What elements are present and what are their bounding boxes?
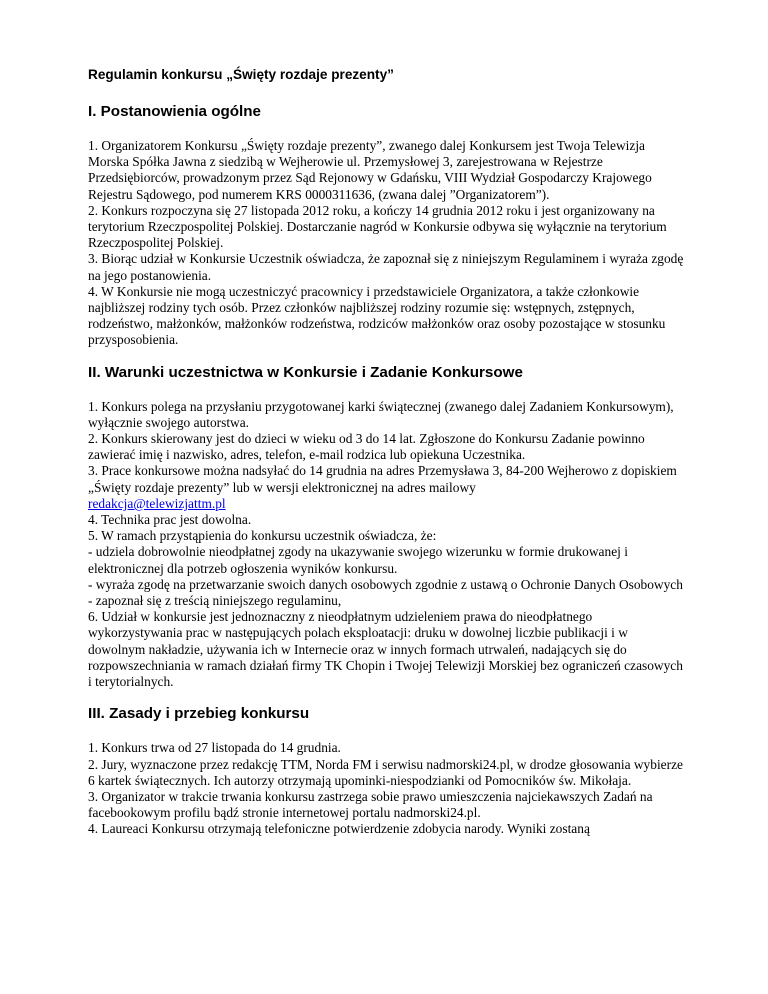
paragraph: 4. Laureaci Konkursu otrzymają telefoniczne potwierdzenie zdobycia narody. Wyniki zostaną <box>88 821 590 837</box>
paragraph: 3. Organizator w trakcie trwania konkursu zastrzega sobie prawo umieszczenia najciekawszych Zadań na facebookowym profilu bądź stronie internetowej portalu nadmorski24.pl. <box>88 788 653 821</box>
email-link[interactable]: redakcja@telewizjattm.pl <box>88 495 226 511</box>
paragraph: 4. Technika prac jest dowolna. <box>88 512 252 528</box>
email-link-line <box>88 496 688 512</box>
section-general-provisions <box>88 102 688 349</box>
section-heading: II. Warunki uczestnictwa w Konkursie i Zadanie Konkursowe <box>88 363 523 381</box>
paragraph: 4. W Konkursie nie mogą uczestniczyć pracownicy i przedstawiciele Organizatora, a także członkowie najbliższej rodziny tych osób. Przez członków najbliższej rodziny rozumie się: wstępnych, zstępnych, rodzeństwo, małżonków, małżonków rodzeństwa, rodziców małżonków oraz osoby pozostające w stosunku przysposobienia. <box>88 283 666 348</box>
paragraph: 2. Jury, wyznaczone przez redakcję TTM, Norda FM i serwisu nadmorski24.pl, w drodze głosowania wybierze 6 kartek świątecznych. Ich autorzy otrzymają upominki-niespodzianki od Pomocników św. Mikołaja. <box>88 756 683 788</box>
paragraph: 6. Udział w konkursie jest jednoznaczny z nieodpłatnym udzieleniem prawa do nieodpłatnego wykorzystywania prac w następujących polach eksploatacji: druku w dowolnej liczbie publikacji i w dowolnym nakładzie, używania ich w Internecie oraz w innych formach utrwaleń, nadających się do rozpowszechniania w ramach działań firmy TK Chopin i Twojej Telewizji Morskiej bez ograniczeń czasowych i terytorialnych. <box>88 609 683 690</box>
paragraph: 1. Konkurs trwa od 27 listopada do 14 grudnia. <box>88 740 341 756</box>
paragraph: 3. Biorąc udział w Konkursie Uczestnik oświadcza, że zapoznał się z niniejszym Regulaminem i wyraża zgodę na jego postanowienia. <box>88 251 684 283</box>
document-title: Regulamin konkursu „Święty rozdaje prezenty” <box>88 67 394 82</box>
section-heading: III. Zasady i przebieg konkursu <box>88 705 310 723</box>
paragraph: 2. Konkurs skierowany jest do dzieci w wieku od 3 do 14 lat. Zgłoszone do Konkursu Zadanie powinno zawierać imię i nazwisko, adres, telefon, e-mail rodzica lub opiekuna Uczestnika. <box>88 431 645 463</box>
section-heading: I. Postanowienia ogólne <box>88 103 261 120</box>
paragraph: 1. Organizatorem Konkursu „Święty rozdaje prezenty”, zwanego dalej Konkursem jest Twoja Telewizja Morska Spółka Jawna z siedzibą w Wejherowie ul. Przemysłowej 3, zarejestrowana w Rejestrze Przedsiębiorców, prowadzonym przez Sąd Rejonowy w Gdańsku, VIII Wydział Gospodarczy Krajowego Rejestru Sądowego, pod numerem KRS 0000311636, (zwana dalej ”Organizatorem”). <box>88 138 652 202</box>
paragraph: 3. Prace konkursowe można nadsyłać do 14 grudnia na adres Przemysława 3, 84-200 Wejherowo z dopiskiem „Święty rozdaje prezenty” lub w wersji elektronicznej na adres mailowy <box>88 463 677 495</box>
paragraph: - wyraża zgodę na przetwarzanie swoich danych osobowych zgodnie z ustawą o Ochronie Danych Osobowych <box>88 576 683 592</box>
paragraph: 5. W ramach przystąpienia do konkursu uczestnik oświadcza, że: <box>88 528 437 544</box>
paragraph: 2. Konkurs rozpoczyna się 27 listopada 2012 roku, a kończy 14 grudnia 2012 roku i jest organizowany na terytorium Rzeczpospolitej Polskiej. Dostarczanie nagród w Konkursie odbywa się wyłącznie na terytorium Rzeczpospolitej Polskiej. <box>88 202 667 251</box>
paragraph: - udziela dobrowolnie nieodpłatnej zgody na ukazywanie swojego wizerunku w formie drukowanej i elektronicznej dla potrzeb ogłoszenia wyników konkursu. <box>88 544 628 576</box>
paragraph: 1. Konkurs polega na przysłaniu przygotowanej karki świątecznej (zwanego dalej Zadaniem Konkursowym), wyłącznie swojego autorstwa. <box>88 398 674 430</box>
section-participation-conditions <box>88 363 688 691</box>
section-contest-rules <box>88 704 688 837</box>
paragraph: - zapoznał się z treścią niniejszego regulaminu, <box>88 593 342 609</box>
document-content <box>88 66 688 852</box>
